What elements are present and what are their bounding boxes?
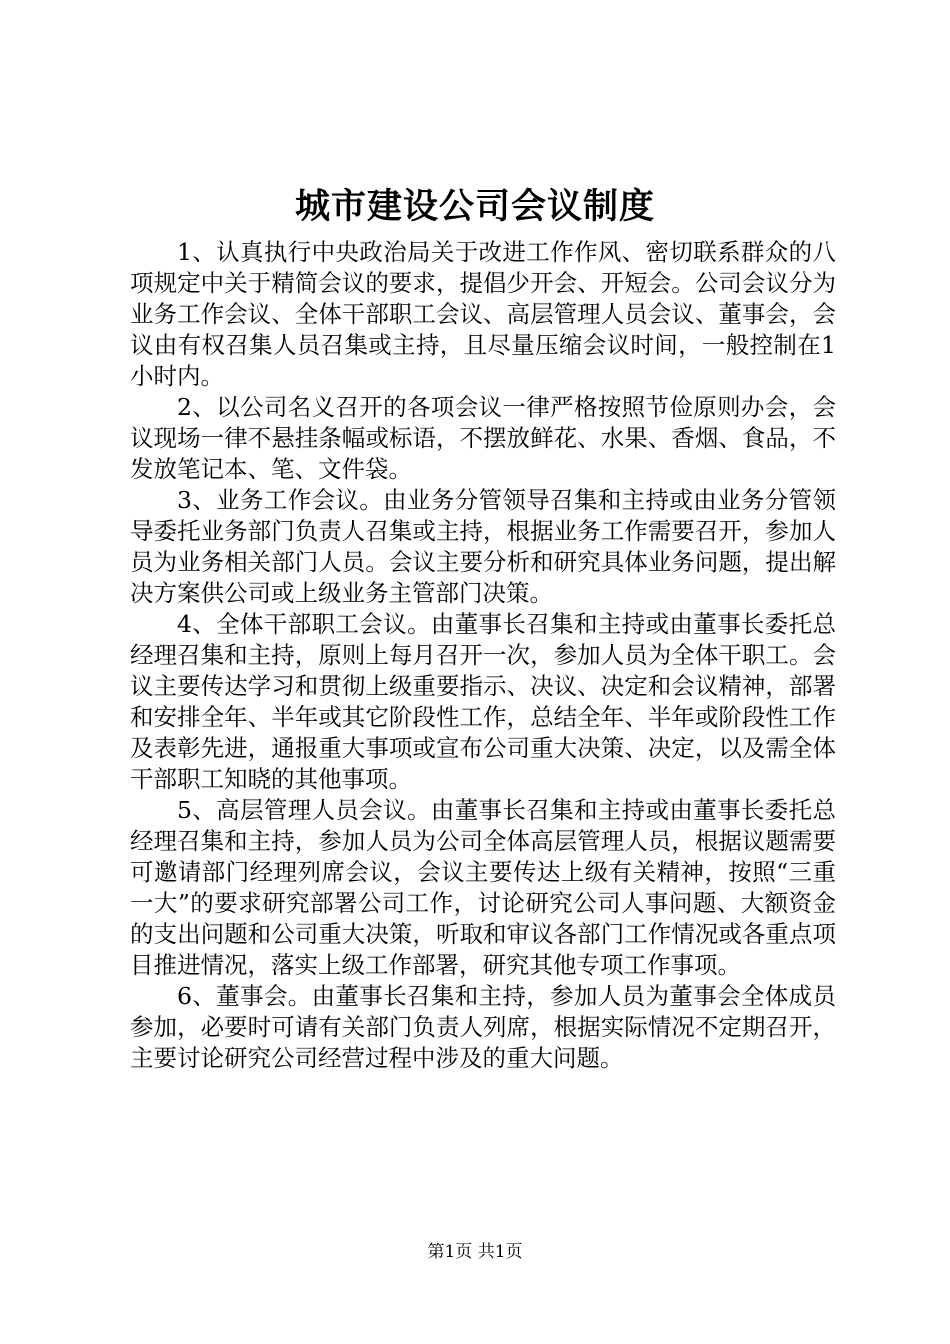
document-title: 城市建设公司会议制度 — [294, 186, 655, 227]
paragraph-6: 6、董事会。由董事长召集和主持，参加人员为董事会全体成员参加，必要时可请有关部门负责人列席，根据实际情况不定期召开，主要讨论研究公司经营过程中涉及的重大问题。 — [130, 982, 836, 1072]
paragraph-2: 2、以公司名义召开的各项会议一律严格按照节俭原则办会，会议现场一律不悬挂条幅或标语，不摆放鲜花、水果、香烟、食品，不发放笔记本、笔、文件袋。 — [130, 393, 836, 483]
paragraph-4: 4、全体干部职工会议。由董事长召集和主持或由董事长委托总经理召集和主持，原则上每月召开一次，参加人员为全体干职工。会议主要传达学习和贯彻上级重要指示、决议、决定和会议精神，部署和安排全年、半年或其它阶段性工作，总结全年、半年或阶段性工作及表彰先进，通报重大事项或宣布公司重大决策、决定，以及需全体干部职工知晓的其他事项。 — [130, 610, 836, 793]
paragraph-1: 1、认真执行中央政治局关于改进工作作风、密切联系群众的八项规定中关于精简会议的要求，提倡少开会、开短会。公司会议分为业务工作会议、全体干部职工会议、高层管理人员会议、董事会，会议由有权召集人员召集或主持，且尽量压缩会议时间，一般控制在1小时内。 — [130, 238, 836, 390]
paragraph-3: 3、业务工作会议。由业务分管领导召集和主持或由业务分管领导委托业务部门负责人召集或主持，根据业务工作需要召开，参加人员为业务相关部门人员。会议主要分析和研究具体业务问题，提出解决方案供公司或上级业务主管部门决策。 — [130, 486, 836, 607]
page-number-footer: 第1页 共1页 — [427, 1242, 523, 1262]
document-body — [130, 237, 836, 1074]
paragraph-5: 5、高层管理人员会议。由董事长召集和主持或由董事长委托总经理召集和主持，参加人员为公司全体高层管理人员，根据议题需要可邀请部门经理列席会议，会议主要传达上级有关精神，按照“三重一大”的要求研究部署公司工作，讨论研究公司人事问题、大额资金的支出问题和公司重大决策，听取和审议各部门工作情况或各重点项目推进情况，落实上级工作部署，研究其他专项工作事项。 — [130, 796, 836, 979]
